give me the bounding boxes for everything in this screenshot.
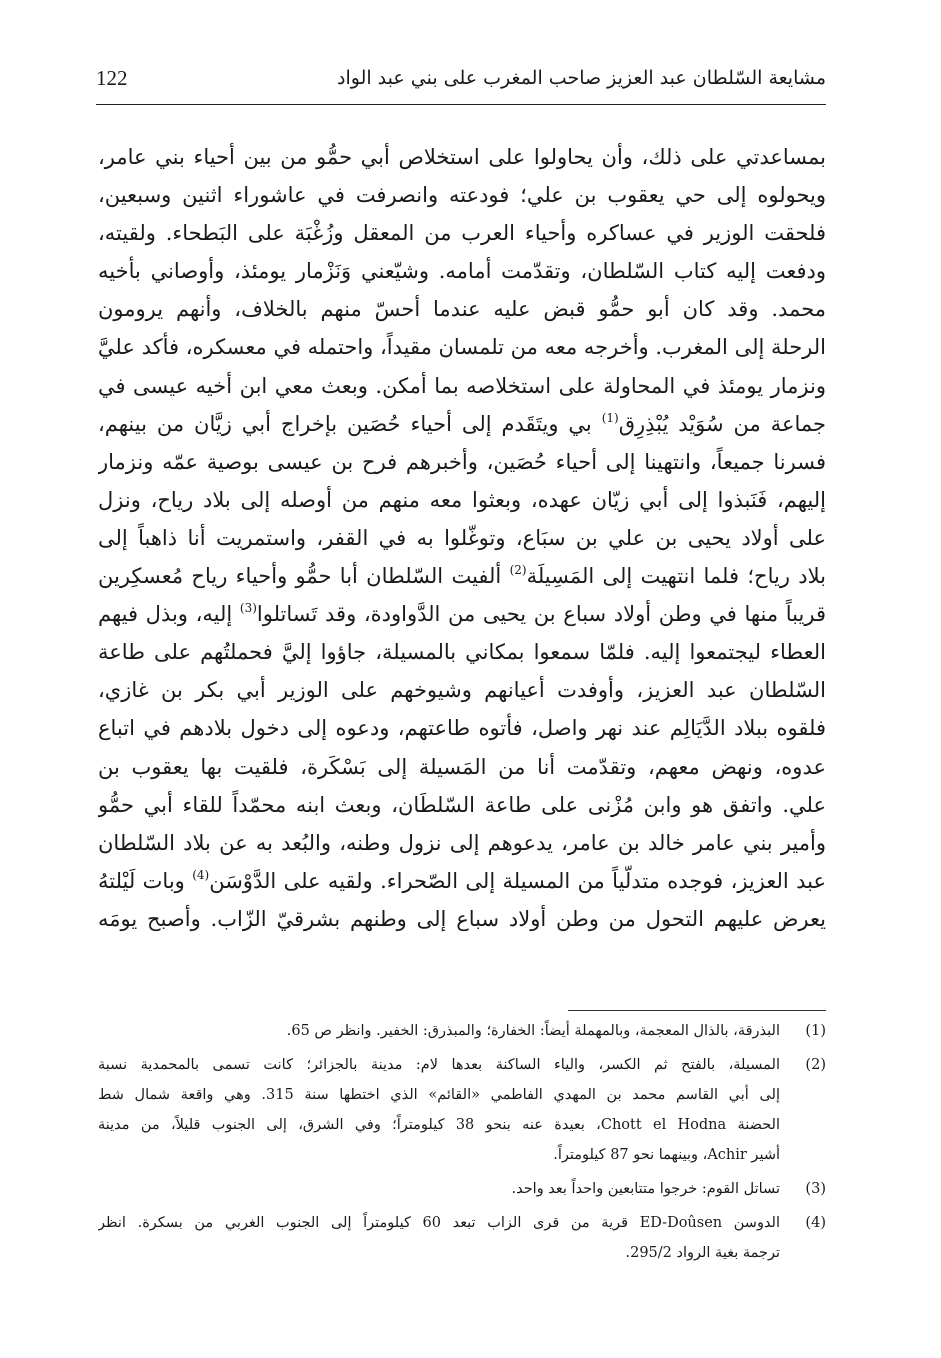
header-title: مشايعة السّلطان عبد العزيز صاحب المغرب على بني عبد الواد	[337, 67, 826, 89]
footnote-line: ترجمة بغية الرواد 295/2.	[625, 1245, 780, 1261]
body-line: بمساعدتي على ذلك، وأن يحاولوا على استخلاص أبي حمُّو من بين أحياء بني عامر،	[98, 145, 826, 169]
body-line	[98, 557, 826, 595]
footnote-marker: (1)	[601, 410, 619, 425]
footnote	[98, 1208, 826, 1268]
footnote-text	[98, 1208, 780, 1268]
footnote-line: تساتل القوم: خرجوا متتابعين واحداً بعد واحد.	[511, 1181, 780, 1197]
footnote	[98, 1174, 826, 1204]
running-header	[96, 58, 826, 98]
footnote-text	[98, 1050, 780, 1170]
header-rule	[96, 104, 826, 105]
body-line: على أولاد يحيى بن علي بن سبَاع، وتوغّلوا به في القفر، واستمريت أنا ذاهباً إلى	[98, 525, 826, 550]
body-line: ويحولوه إلى حي يعقوب بن علي؛ فودعته وانصرفت في عاشوراء اثنين وسبعين،	[98, 183, 826, 208]
body-line: يعرض عليهم التحول من وطن أولاد سباع إلى وطنهم بشرقيّ الزّاب. وأصبح يومَه	[98, 906, 826, 931]
body-line: محمد. وقد كان أبو حمُّو قبض عليه عندما أحسّ منهم بالخلاف، وأنهم يرومون	[98, 297, 826, 322]
body-line	[98, 405, 826, 443]
body-line	[98, 595, 826, 633]
body-line	[98, 862, 826, 900]
footnotes	[98, 1016, 826, 1272]
body-line: السّلطان عبد العزيز، وأوفدت أعيانهم وشيوخهم على الوزير أبي بكر بن غازي،	[98, 678, 826, 703]
footnote-text	[98, 1016, 780, 1046]
body-text-segment: بلاد رياح؛ فلما انتهيت إلى المَسِيلَة	[526, 564, 826, 589]
body-line: وأمير بني عامر خالد بن عامر، يدعوهم إلى نزول وطنه، والبُعد به عن بلاد السّلطان	[98, 830, 826, 855]
body-line: ونزمار يومئذ في المحاولة على استخلاصه بما أمكن. وبعث معي ابن أخيه عيسى في	[98, 373, 826, 398]
footnote-number: (1)	[805, 1023, 826, 1039]
body-line: فلقوه ببلاد الدَّيَالِم عند نهر واصل، فأتوه طاعتهم، ودعوه إلى دخول بلادهم في اتباع	[98, 716, 826, 741]
body-text-segment: قريباً منها في وطن أولاد سباع بن يحيى من الدَّواودة، وقد تَساتلوا	[256, 602, 826, 627]
footnote	[98, 1016, 826, 1046]
body-line: علي. واتفق هو وابن مُزْنى على طاعة السّلطَان، وبعث ابنه محمّداً للقاء أبي حمُّو	[98, 792, 826, 817]
body-line: الرحلة إلى المغرب. وأخرجه معه من تلمسان مقيداً، واحتمله في معسكره، فأكد عليَّ	[98, 335, 826, 360]
body-line: ودفعت إليه كتاب السّلطان، وتقدّمت أمامه. وشيّعني وَنَزْمار يومئذ، وأوصاني بأخيه	[98, 259, 826, 284]
body-text-segment: وبات لَيْلتهُ	[98, 868, 193, 893]
footnote-line: الحضنة Chott el Hodna، بعيدة عنه بنحو 38 كيلومتراً؛ وفي الشرق، إلى الجنوب قليلاً، من مدينة	[98, 1117, 780, 1133]
footnote-line: المسيلة، بالفتح ثم الكسر، والياء الساكنة بعدها لام: مدينة بالجزائر؛ كانت تسمى بالمحمدية نسبة	[98, 1057, 780, 1073]
body-line: إليهم، فَنَبذوا إلى أبي زيّان عهده، وبعثوا معه منهم من أوصله إلى بلاد رياح، ونزل	[98, 487, 826, 512]
footnote-line: البذرقة، بالذال المعجمة، وبالمهملة أيضاً: الخفارة؛ والمبذرق: الخفير. وانظر ص 65.	[286, 1023, 780, 1039]
footnote-marker: (3)	[239, 601, 257, 616]
footnote-number: (3)	[805, 1181, 826, 1197]
body-line: العطاء ليجتمعوا إليه. فلمّا سمعوا بمكاني بالمسيلة، جاؤوا إليَّ فحملتُهم على طاعة	[98, 640, 826, 665]
footnote-separator	[568, 1010, 826, 1011]
footnote-line: أشير Achir، وبينهما نحو 87 كيلومتراً.	[553, 1147, 780, 1163]
body-line: عدوه، ونهض معهم، وتقدّمت أنا من المَسيلة إلى بَسْكَرة، فلقيت بها يعقوب بن	[98, 754, 826, 779]
body-text-segment: بي ويتَقَدم إلى أحياء حُصَين بإخراج أبي زيَّان من بينهم،	[98, 411, 602, 436]
footnote-line: إلى أبي القاسم محمد بن المهدي الفاطمي «القائم» الذي اختطها سنة 315. وهي واقعة شمال شط	[98, 1087, 780, 1103]
body-line: فسرنا جميعاً، وانتهينا إلى أحياء حُصَين، وأخبرهم فرح بن عيسى بوصية عمّه ونزمار	[98, 449, 826, 474]
body-text-segment: إليه، وبذل فيهم	[98, 602, 240, 627]
page-number: 122	[96, 65, 128, 90]
footnote-line: الدوسن ED-Doûsen قرية من قرى الزاب تبعد 60 كيلومتراً إلى الجنوب الغربي من بسكرة. انظر	[98, 1215, 780, 1231]
footnote-number: (4)	[805, 1215, 826, 1231]
body-text-segment: جماعة من سُوَيْد يُبْذِرِق	[618, 411, 826, 436]
body-text-segment: ألفيت السّلطان أبا حمُّو وأحياء رياح مُعسكِرين	[98, 564, 510, 589]
footnote	[98, 1050, 826, 1170]
footnote-marker: (4)	[192, 867, 210, 882]
body-text	[98, 138, 826, 938]
body-line: فلحقت الوزير في عساكره وأحياء العرب من المعقل وزُغْبَة على البَطحاء. ولقيته،	[98, 221, 826, 246]
footnote-marker: (2)	[509, 563, 527, 578]
footnote-number: (2)	[805, 1057, 826, 1073]
body-text-segment: عبد العزيز، فوجده متدلّياً من المسيلة إلى الصّحراء. ولقيه على الدَّوْسَن	[209, 868, 826, 893]
footnote-text	[98, 1174, 780, 1204]
